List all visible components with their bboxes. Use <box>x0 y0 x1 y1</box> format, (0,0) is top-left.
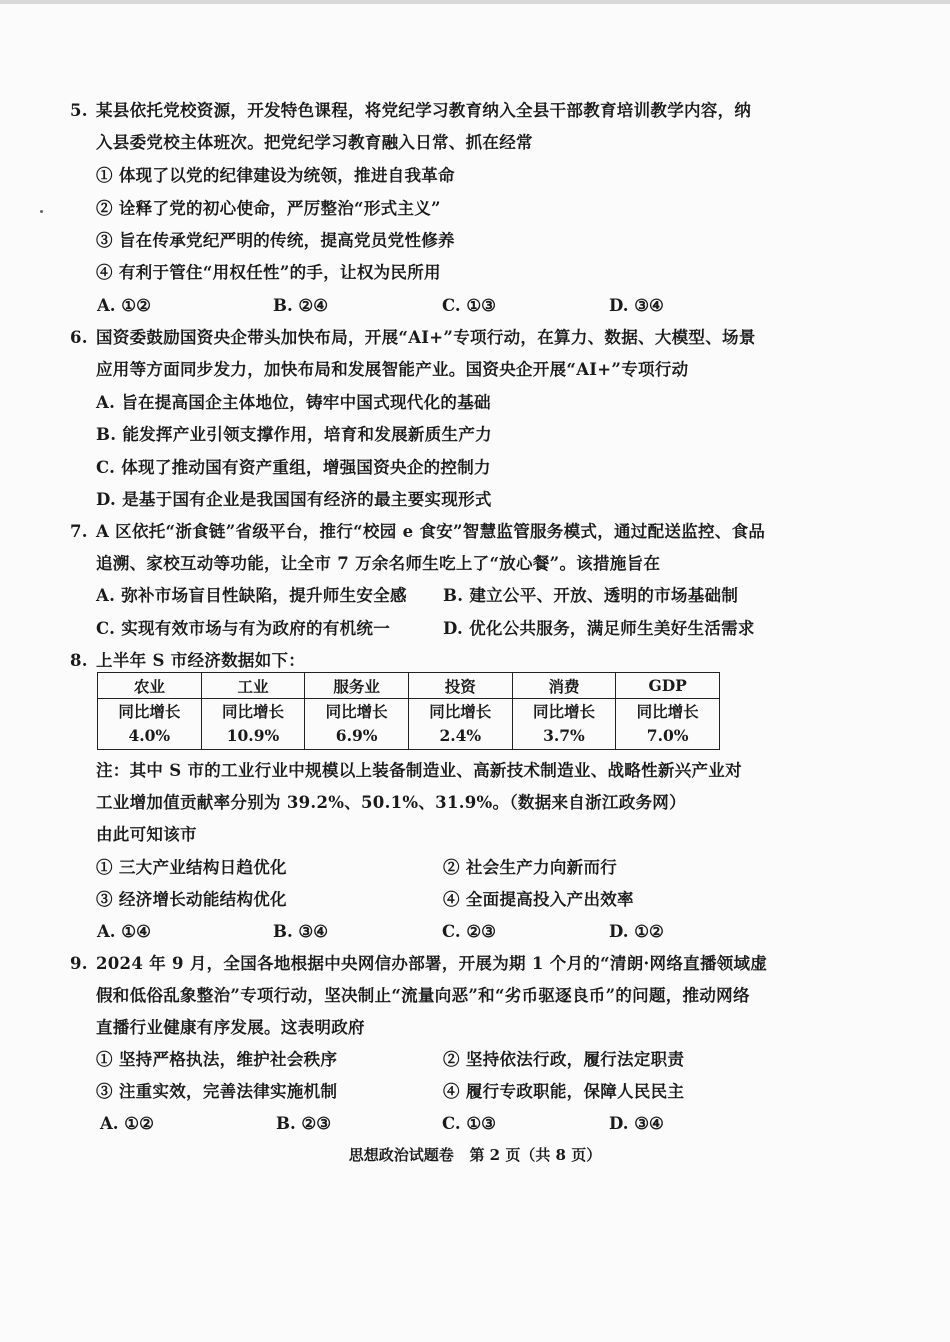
q8-stem-text: 上半年 S 市经济数据如下： <box>96 651 306 670</box>
q5-item-2: ② 诠释了党的初心使命，严厉整治“形式主义” <box>96 199 441 218</box>
q5-choice-b: B. ②④ <box>273 296 329 315</box>
q6-option-b: B. 能发挥产业引领支撑作用，培育和发展新质生产力 <box>96 425 492 444</box>
table-cell <box>305 699 409 750</box>
page-footer <box>0 1144 950 1165</box>
q8-stem <box>70 650 305 672</box>
q8-item-4: ④ 全面提高投入产出效率 <box>443 890 634 909</box>
q8-item-3: ③ 经济增长动能结构优化 <box>96 890 287 909</box>
q9-choice-d: D. ③④ <box>609 1114 664 1133</box>
table-header-cell: 消费 <box>512 673 616 699</box>
cell-value: 3.7% <box>543 726 585 745</box>
q8-item-2: ② 社会生产力向新而行 <box>443 858 618 877</box>
q5-choice-a: A. ①② <box>97 296 151 315</box>
q8-note-line2: 工业增加值贡献率分别为 39.2%、50.1%、31.9%。（数据来自浙江政务网） <box>96 793 686 812</box>
table-header-cell: 工业 <box>201 673 305 699</box>
footer-page-number: 第 2 页（共 8 页） <box>469 1146 602 1164</box>
table-header-cell: 农业 <box>98 673 202 699</box>
q8-choice-a: A. ①④ <box>97 922 151 941</box>
table-cell <box>98 699 202 750</box>
table-header-row <box>98 673 720 699</box>
q9-stem-text1: 2024 年 9 月，全国各地根据中央网信办部署，开展为期 1 个月的“清朗·网络直播领域虚 <box>96 954 768 973</box>
q9-item-2: ② 坚持依法行政，履行法定职责 <box>443 1050 685 1069</box>
q7-stem-line1 <box>70 521 765 543</box>
q7-option-b: B. 建立公平、开放、透明的市场基础制 <box>443 586 739 605</box>
q9-choice-b: B. ②③ <box>276 1114 332 1133</box>
scan-speck <box>40 210 43 213</box>
q6-option-c: C. 体现了推动国有资产重组，增强国资央企的控制力 <box>96 458 491 477</box>
q6-stem-line1 <box>70 327 756 349</box>
table-header-cell: 服务业 <box>305 673 409 699</box>
q5-choice-c: C. ①③ <box>442 296 496 315</box>
row-label: 同比增长 <box>429 702 492 721</box>
q8-lead: 由此可知该市 <box>96 825 197 844</box>
row-label: 同比增长 <box>532 702 595 721</box>
q8-number: 8. <box>70 651 88 670</box>
table-cell <box>512 699 616 750</box>
q8-choice-d: D. ①② <box>609 922 664 941</box>
footer-subject: 思想政治试题卷 <box>348 1146 454 1164</box>
q9-number: 9. <box>70 954 88 973</box>
q9-choice-a: A. ①② <box>100 1114 154 1133</box>
q7-option-d: D. 优化公共服务，满足师生美好生活需求 <box>443 619 755 638</box>
table-cell <box>616 699 720 750</box>
cell-value: 10.9% <box>226 726 280 745</box>
q7-stem-text1: A 区依托“浙食链”省级平台，推行“校园 e 食安”智慧监管服务模式，通过配送监控、食品 <box>96 522 766 541</box>
q5-stem-text1: 某县依托党校资源，开发特色课程，将党纪学习教育纳入全县干部教育培训教学内容，纳 <box>96 101 752 120</box>
row-label: 同比增长 <box>221 702 284 721</box>
q7-option-c: C. 实现有效市场与有为政府的有机统一 <box>96 619 391 638</box>
q9-item-3: ③ 注重实效，完善法律实施机制 <box>96 1082 338 1101</box>
q7-number: 7. <box>70 522 88 541</box>
cell-value: 4.0% <box>128 726 171 745</box>
table-header-cell: GDP <box>616 673 720 699</box>
table-header-cell: 投资 <box>408 673 512 699</box>
cell-value: 7.0% <box>646 726 689 745</box>
q5-choice-d: D. ③④ <box>609 296 664 315</box>
row-label: 同比增长 <box>636 702 699 721</box>
q8-note-line1: 注：其中 S 市的工业行业中规模以上装备制造业、高新技术制造业、战略性新兴产业对 <box>96 761 742 780</box>
scan-edge <box>0 0 950 4</box>
q6-option-d: D. 是基于国有企业是我国国有经济的最主要实现形式 <box>96 490 492 509</box>
q5-stem-line1 <box>70 100 751 122</box>
q9-item-1: ① 坚持严格执法，维护社会秩序 <box>96 1050 338 1069</box>
q7-option-a: A. 弥补市场盲目性缺陷，提升师生安全感 <box>96 586 407 605</box>
q9-stem-line1 <box>70 953 767 975</box>
q5-item-1: ① 体现了以党的纪律建设为统领，推进自我革命 <box>96 166 455 185</box>
q6-option-a: A. 旨在提高国企主体地位，铸牢中国式现代化的基础 <box>96 393 491 412</box>
q5-number: 5. <box>70 101 88 120</box>
cell-value: 6.9% <box>335 726 378 745</box>
table-cell <box>201 699 305 750</box>
row-label: 同比增长 <box>118 702 181 721</box>
q5-item-4: ④ 有利于管住“用权任性”的手，让权为民所用 <box>96 263 441 282</box>
cell-value: 2.4% <box>439 726 482 745</box>
q9-item-4: ④ 履行专政职能，保障人民民主 <box>443 1082 685 1101</box>
q9-stem-line2: 假和低俗乱象整治”专项行动，坚决制止“流量向恶”和“劣币驱逐良币”的问题，推动网络 <box>96 986 750 1005</box>
q5-item-3: ③ 旨在传承党纪严明的传统，提高党员党性修养 <box>96 231 455 250</box>
table-cell <box>408 699 512 750</box>
table-row <box>98 699 720 750</box>
q8-choice-b: B. ③④ <box>273 922 329 941</box>
q9-choice-c: C. ①③ <box>442 1114 496 1133</box>
q7-stem-line2: 追溯、家校互动等功能，让全市 7 万余名师生吃上了“放心餐”。该措施旨在 <box>96 554 661 573</box>
q9-stem-line3: 直播行业健康有序发展。这表明政府 <box>96 1018 365 1037</box>
q6-stem-line2: 应用等方面同步发力，加快布局和发展智能产业。国资央企开展“AI+”专项行动 <box>96 360 689 379</box>
q6-number: 6. <box>70 328 88 347</box>
q6-stem-text1: 国资委鼓励国资央企带头加快布局，开展“AI+”专项行动，在算力、数据、大模型、场景 <box>96 328 756 347</box>
q8-choice-c: C. ②③ <box>442 922 496 941</box>
q5-stem-line2: 入县委党校主体班次。把党纪学习教育融入日常、抓在经常 <box>96 133 533 152</box>
economic-data-table <box>97 672 720 750</box>
q8-item-1: ① 三大产业结构日趋优化 <box>96 858 287 877</box>
row-label: 同比增长 <box>325 702 388 721</box>
